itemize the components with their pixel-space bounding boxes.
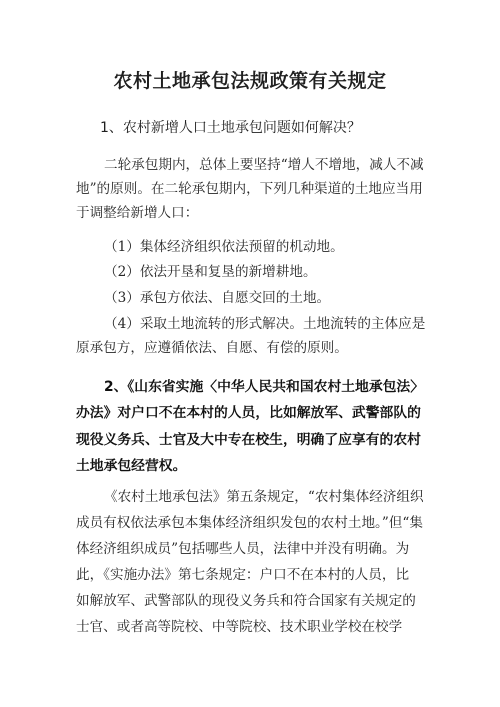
- text-line: 办法》对户口不在本村的人员，比如解放军、武警部队的: [76, 405, 421, 422]
- text-line: 《农村土地承包法》第五条规定，“农村集体经济组织: [104, 489, 424, 505]
- document-title: 农村土地承包法规政策有关规定: [113, 70, 387, 92]
- text-line: 于调整给新增人口：: [76, 205, 199, 222]
- text-line: 原承包方，应遵循依法、自愿、有偿的原则。: [76, 340, 348, 357]
- text-line: 体经济组织成员”包括哪些人员，法律中并没有明确。为: [76, 541, 410, 557]
- text-line: 士官、或者高等院校、中等院校、技术职业学校在校学: [76, 619, 403, 635]
- section2-heading: [76, 374, 428, 480]
- text-line: 2、《山东省实施〈中华人民共和国农村土地承包法〉: [104, 379, 425, 395]
- section1-intro-paragraph: [76, 153, 428, 226]
- list-item: （2）依法开垦和复垦的新增耕地。: [104, 264, 317, 280]
- text-line: 土地承包经营权。: [76, 458, 187, 475]
- text-line: （4）采取土地流转的形式解决。土地流转的主体应是: [104, 316, 426, 332]
- text-line: 现役义务兵、士官及大中专在校生，明确了应享有的农村: [76, 431, 421, 448]
- text-line: 二轮承包期内，总体上要坚持“增人不增地，减人不减: [104, 157, 424, 173]
- text-line: 如解放军、武警部队的现役义务兵和符合国家有关规定的: [76, 593, 416, 609]
- list-item: （3）承包方依法、自愿交回的土地。: [104, 290, 331, 306]
- list-item-4-paragraph: [76, 312, 428, 360]
- section1-heading: 1、农村新增人口土地承包问题如何解决？: [100, 120, 361, 136]
- text-line: 成员有权依法承包本集体经济组织发包的农村土地。”但“集: [76, 515, 423, 531]
- section2-body-paragraph: [76, 484, 428, 640]
- list-item: （1）集体经济组织依法预留的机动地。: [104, 239, 344, 255]
- text-line: 此，《实施办法》第七条规定：户口不在本村的人员，比: [76, 567, 410, 583]
- text-line: 地”的原则。在二轮承包期内，下列几种渠道的土地应当用: [76, 181, 423, 198]
